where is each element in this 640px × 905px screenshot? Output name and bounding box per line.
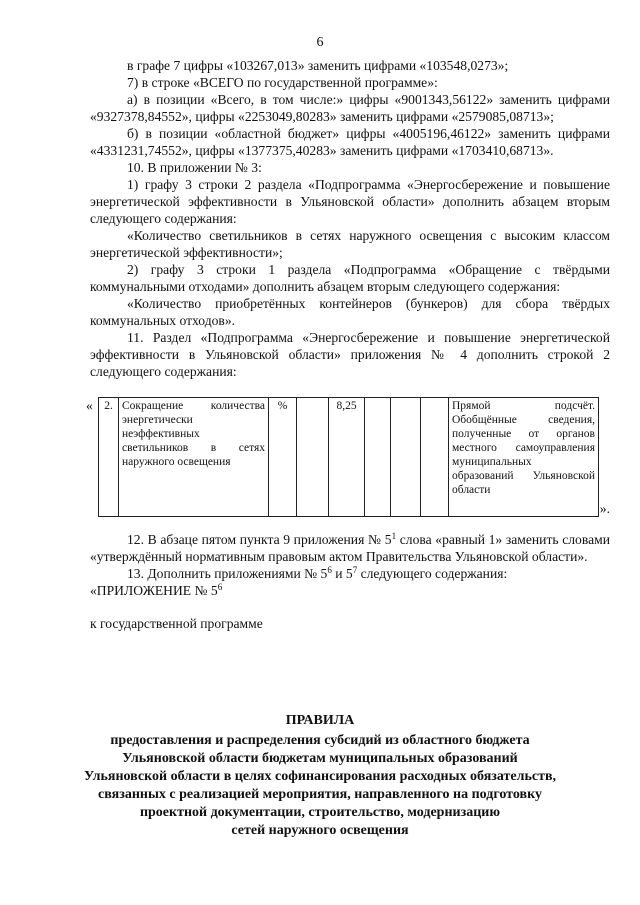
paragraph: 2) графу 3 строки 1 раздела «Подпрограмма «Обращение с твёрдыми коммунальными отходами» дополнить абзацем вторым следующего содержания:: [90, 262, 610, 294]
appendix-label-text: «ПРИЛОЖЕНИЕ № 5: [90, 583, 218, 598]
inserted-table: [98, 397, 599, 517]
rules-title-line: Ульяновской области бюджетам муниципальных образований: [122, 751, 518, 766]
paragraph-13-sup-1: 6: [327, 565, 332, 575]
paragraph: 10. В приложении № 3:: [127, 160, 262, 175]
cell-source: Прямой подсчёт. Обобщённые сведения, полученные от органов местного самоуправления муниципальных образований Ульяновской области: [449, 398, 599, 517]
rules-title-line: Ульяновской области в целях софинансирования расходных обязательств,: [83, 769, 557, 784]
paragraph-12-text-a: 12. В абзаце пятом пункта 9 приложения № 5: [127, 532, 392, 547]
rules-title-line: проектной документации, строительство, модернизацию: [139, 805, 501, 820]
paragraph: б) в позиции «областной бюджет» цифры «4005196,46122» заменить цифрами «4331231,74552», цифры «1377375,40283» заменить цифрами «1703410,68713».: [90, 126, 610, 158]
paragraph: «Количество приобретённых контейнеров (бункеров) для сбора твёрдых коммунальных отходов».: [90, 296, 610, 328]
table-open-quote: «: [86, 398, 93, 413]
cell-col7: [391, 398, 421, 517]
table-close-quote: ».: [599, 501, 610, 516]
cell-indicator: Сокращение количества энергетически неэффективных светильников в сетях наружного освещения: [119, 398, 269, 517]
paragraph-13-text-a: 13. Дополнить приложениями № 5: [127, 566, 328, 581]
rules-title-line: связанных с реализацией мероприятия, направленного на подготовку: [98, 787, 542, 802]
appendix-label-sup: 6: [217, 582, 223, 592]
rules-title-line: предоставления и распределения субсидий из областного бюджета: [110, 733, 530, 748]
page-number: 6: [316, 35, 324, 50]
paragraph: 7) в строке «ВСЕГО по государственной программе»:: [127, 75, 438, 90]
cell-unit: %: [269, 398, 297, 517]
appendix-subtitle: к государственной программе: [90, 616, 263, 631]
inserted-table-block: [86, 397, 610, 519]
paragraph-12-sup: 1: [391, 531, 397, 541]
cell-col8: [421, 398, 449, 517]
appendix-label: [90, 582, 610, 599]
paragraph: а) в позиции «Всего, в том числе:» цифры «9001343,56122» заменить цифрами «9327378,84552», цифры «2253049,80283» заменить цифрами «2579085,08713»;: [90, 92, 610, 124]
paragraph-13-text-b: следующего содержания:: [357, 566, 508, 581]
cell-col6: [365, 398, 391, 517]
rules-title: ПРАВИЛА: [285, 713, 355, 728]
table-row: [99, 398, 599, 517]
paragraph-12: [90, 531, 610, 565]
paragraph: «Количество светильников в сетях наружного освещения с высоким классом энергетической эффективности»;: [90, 228, 610, 260]
paragraph-13-text-mid: и 5: [331, 566, 353, 581]
paragraph: 1) графу 3 строки 2 раздела «Подпрограмма «Энергосбережение и повышение энергетической эффективности в Ульяновской области» дополнить абзацем вторым следующего содержания:: [90, 177, 610, 226]
cell-number: 2.: [99, 398, 119, 517]
rules-title-line: сетей наружного освещения: [231, 823, 409, 838]
paragraph-12-text-b: слова «равный 1» заменить словами «утверждённый нормативным правовым актом Правительства Ульяновской области».: [90, 532, 610, 564]
paragraph-13-sup-2: 7: [352, 565, 358, 575]
document-body: [86, 57, 610, 632]
paragraph: 11. Раздел «Подпрограмма «Энергосбережение и повышение энергетической эффективности в Ульяновской области» приложения № 4 дополнить строкой 2 следующего содержания:: [90, 330, 610, 379]
cell-value: 8,25: [329, 398, 365, 517]
cell-col4: [297, 398, 329, 517]
paragraph-13: [90, 565, 610, 582]
paragraph: в графе 7 цифры «103267,013» заменить цифрами «103548,0273»;: [127, 58, 509, 73]
